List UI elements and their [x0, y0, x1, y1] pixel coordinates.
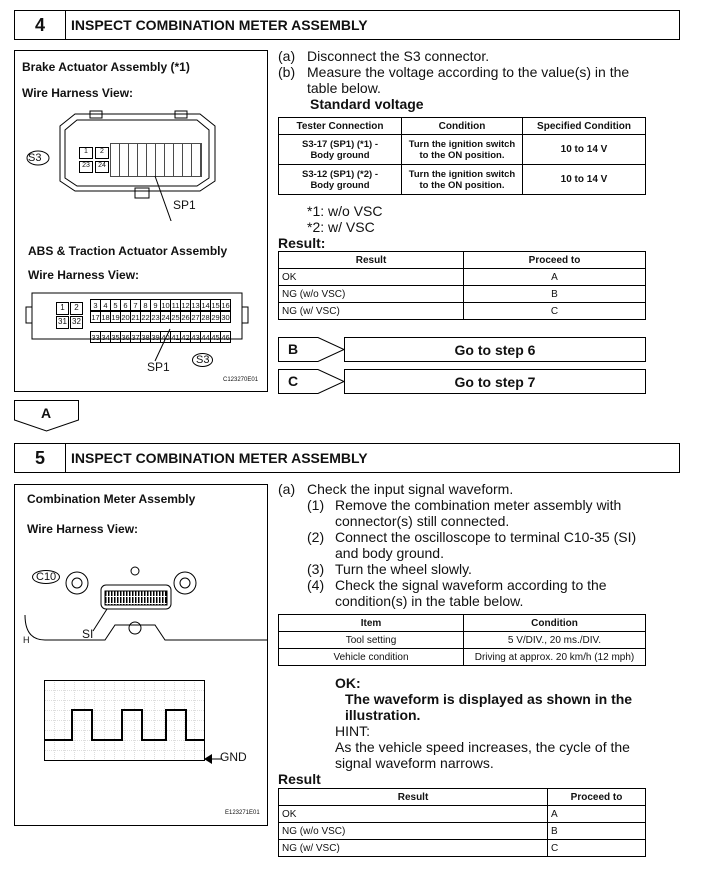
- cell: A: [548, 806, 646, 823]
- sp1-label: SP1: [173, 198, 196, 212]
- pin: 7: [130, 299, 141, 311]
- substep-3-num: (3): [307, 561, 325, 577]
- ok-text-line2: illustration.: [345, 707, 421, 723]
- col-result: Result: [279, 252, 464, 269]
- pin-row: [90, 299, 230, 311]
- ok-text-line1: The waveform is displayed as shown in the: [345, 691, 633, 707]
- pin: 23: [151, 313, 160, 322]
- step-a-text: Check the input signal waveform.: [307, 481, 514, 497]
- step-title: INSPECT COMBINATION METER ASSEMBLY: [71, 450, 368, 466]
- voltage-table: [278, 117, 646, 195]
- standard-voltage-label: Standard voltage: [310, 96, 424, 112]
- sp1-label-2: SP1: [147, 360, 170, 374]
- instruction-a-label: (a): [278, 48, 296, 64]
- col-tester-connection: Tester Connection: [279, 118, 402, 135]
- pin: 40: [161, 333, 170, 342]
- pin-grid-abs: [90, 299, 230, 343]
- note-2: *2: w/ VSC: [307, 219, 375, 235]
- pin: 44: [201, 333, 210, 342]
- pin: 5: [110, 299, 121, 311]
- substep-4-line1: Check the signal waveform according to the: [335, 577, 607, 593]
- cell: Turn the ignition switch: [408, 168, 516, 180]
- cell: B: [548, 823, 646, 840]
- pin: 38: [141, 333, 150, 342]
- substep-3-line1: Turn the wheel slowly.: [335, 561, 472, 577]
- wire-harness-label: Wire Harness View:: [22, 86, 134, 100]
- cell: C: [548, 840, 646, 857]
- ok-label: OK:: [335, 675, 361, 691]
- pin: 19: [111, 313, 120, 322]
- substep-1-line1: Remove the combination meter assembly with: [335, 497, 622, 513]
- pin-block-a: [79, 147, 109, 173]
- goto-step-7-row[interactable]: [278, 369, 646, 394]
- cell: 10 to 14 V: [523, 165, 646, 195]
- step-title: INSPECT COMBINATION METER ASSEMBLY: [71, 17, 368, 33]
- cell: 5 V/DIV., 20 ms./DIV.: [464, 632, 646, 649]
- col-condition: Condition: [402, 118, 523, 135]
- pin: 42: [181, 333, 190, 342]
- pin-row: [90, 331, 230, 343]
- cell: OK: [279, 269, 464, 286]
- pin: 43: [191, 333, 200, 342]
- figure-id: E123271E01: [225, 810, 260, 816]
- pin: 36: [121, 333, 130, 342]
- cell: S3-17 (SP1) (*1) -: [301, 138, 379, 150]
- pin: 3: [90, 299, 101, 311]
- table-row: [279, 649, 646, 666]
- cell: B: [464, 286, 646, 303]
- pin: 15: [211, 301, 220, 310]
- substep-2-line1: Connect the oscilloscope to terminal C10-35 (SI): [335, 529, 637, 545]
- pin: 28: [201, 313, 210, 322]
- pin: 4: [100, 299, 111, 311]
- result-label: Result: [278, 771, 321, 787]
- col-proceed-to: Proceed to: [548, 789, 646, 806]
- pin: 31: [56, 316, 69, 329]
- cell: OK: [279, 806, 548, 823]
- pin: 35: [111, 333, 120, 342]
- pin: 6: [120, 299, 131, 311]
- arrow-a-label: A: [41, 405, 52, 421]
- table-row: [279, 286, 646, 303]
- step-5-figure: [14, 484, 268, 826]
- cell: to the ON position.: [419, 149, 505, 161]
- table-row: [279, 165, 646, 195]
- table-row: [279, 823, 646, 840]
- cell: to the ON position.: [419, 179, 505, 191]
- waveform-graph: [44, 680, 214, 770]
- substep-1-line2: connector(s) still connected.: [335, 513, 510, 529]
- pin-grid-brake: [110, 143, 202, 177]
- hint-label: HINT:: [335, 723, 370, 739]
- step-4-header: [14, 10, 680, 40]
- pin: 41: [171, 333, 180, 342]
- step-number: 4: [15, 11, 66, 39]
- substep-2-num: (2): [307, 529, 325, 545]
- table-row: [279, 269, 646, 286]
- instruction-b-line2: table below.: [307, 80, 381, 96]
- instruction-b-label: (b): [278, 64, 296, 80]
- cell: NG (w/o VSC): [279, 286, 464, 303]
- cell: Tool setting: [279, 632, 464, 649]
- result-table-5: [278, 788, 646, 857]
- pin: 9: [150, 299, 161, 311]
- wire-harness-label-2: Wire Harness View:: [28, 268, 140, 282]
- pin: 26: [181, 313, 190, 322]
- table-row: [279, 135, 646, 165]
- pin: 14: [201, 301, 210, 310]
- step-number: 5: [15, 444, 66, 472]
- pin: 8: [140, 299, 151, 311]
- pin: 34: [101, 333, 110, 342]
- instruction-b-line1: Measure the voltage according to the value(s) in the: [307, 64, 630, 80]
- pin: 17: [91, 313, 100, 322]
- gnd-label: GND: [220, 750, 247, 764]
- col-proceed-to: Proceed to: [464, 252, 646, 269]
- pin: 1: [56, 302, 69, 315]
- pin-block-b: [56, 302, 83, 329]
- step-a-label: (a): [278, 481, 296, 497]
- goto-step-7-button[interactable]: Go to step 7: [344, 369, 646, 394]
- cell: NG (w/ VSC): [279, 840, 548, 857]
- cell: Driving at approx. 20 km/h (12 mph): [464, 649, 646, 666]
- cell: Body ground: [310, 149, 370, 161]
- col-condition: Condition: [464, 615, 646, 632]
- goto-step-6-row[interactable]: [278, 337, 646, 362]
- col-result: Result: [279, 789, 548, 806]
- pin: 1: [79, 147, 93, 159]
- connector-s3-label-2: S3: [192, 353, 213, 367]
- pin: 30: [221, 313, 230, 322]
- cell: Turn the ignition switch: [408, 138, 516, 150]
- col-item: Item: [279, 615, 464, 632]
- cell: 10 to 14 V: [523, 135, 646, 165]
- pin: 21: [131, 313, 140, 322]
- condition-table: [278, 614, 646, 666]
- pin: 24: [161, 313, 170, 322]
- pin: 16: [221, 301, 230, 310]
- substep-4-line2: condition(s) in the table below.: [335, 593, 524, 609]
- pin: 20: [121, 313, 130, 322]
- goto-step-6-button[interactable]: Go to step 6: [344, 337, 646, 362]
- pin: 25: [171, 313, 180, 322]
- cell: Body ground: [310, 179, 370, 191]
- connector-c10-label: C10: [32, 570, 60, 584]
- hint-line1: As the vehicle speed increases, the cycle of the: [335, 739, 630, 755]
- h-label: H: [23, 635, 30, 645]
- substep-4-num: (4): [307, 577, 325, 593]
- cell: A: [464, 269, 646, 286]
- pin: 33: [91, 333, 100, 342]
- goto-key-c: C: [288, 373, 299, 389]
- pin: 39: [151, 333, 160, 342]
- table-row: [279, 303, 646, 320]
- wire-harness-label: Wire Harness View:: [27, 522, 139, 536]
- instruction-a: Disconnect the S3 connector.: [307, 48, 490, 64]
- si-label: SI: [82, 627, 94, 641]
- figure-heading: Combination Meter Assembly: [27, 492, 196, 506]
- pin: 12: [181, 301, 190, 310]
- cell: C: [464, 303, 646, 320]
- pin: 27: [191, 313, 200, 322]
- pin: 29: [211, 313, 220, 322]
- figure-id: C123270E01: [223, 377, 259, 383]
- note-1: *1: w/o VSC: [307, 203, 383, 219]
- pin: 18: [101, 313, 110, 322]
- substep-2-line2: and body ground.: [335, 545, 444, 561]
- table-row: [279, 840, 646, 857]
- result-table-4: [278, 251, 646, 320]
- connector-s3-label: S3: [28, 152, 42, 164]
- step-4-figure: [14, 50, 268, 392]
- pin: 46: [221, 333, 230, 342]
- col-specified-condition: Specified Condition: [523, 118, 646, 135]
- pin: 32: [70, 316, 83, 329]
- pin: 23: [79, 161, 93, 173]
- cell: NG (w/ VSC): [279, 303, 464, 320]
- hint-line2: signal waveform narrows.: [335, 755, 494, 771]
- cell: NG (w/o VSC): [279, 823, 548, 840]
- figure-heading-2: ABS & Traction Actuator Assembly: [28, 244, 228, 258]
- pin: 37: [131, 333, 140, 342]
- pin: 2: [95, 147, 109, 159]
- pin: 10: [161, 301, 170, 310]
- pin: 24: [95, 161, 109, 173]
- table-row: [279, 632, 646, 649]
- pin: 45: [211, 333, 220, 342]
- cell: Vehicle condition: [279, 649, 464, 666]
- meter-connector-diagram: [15, 555, 267, 650]
- cell: S3-12 (SP1) (*2) -: [301, 168, 379, 180]
- table-row: [279, 806, 646, 823]
- figure-heading: Brake Actuator Assembly (*1): [22, 60, 190, 74]
- pin-row: [90, 311, 230, 323]
- step-5-header: [14, 443, 680, 473]
- pin: 22: [141, 313, 150, 322]
- goto-key-b: B: [288, 341, 299, 357]
- pin: 2: [70, 302, 83, 315]
- pin: 13: [191, 301, 200, 310]
- result-label: Result:: [278, 235, 326, 251]
- substep-1-num: (1): [307, 497, 325, 513]
- pin: 11: [171, 301, 180, 310]
